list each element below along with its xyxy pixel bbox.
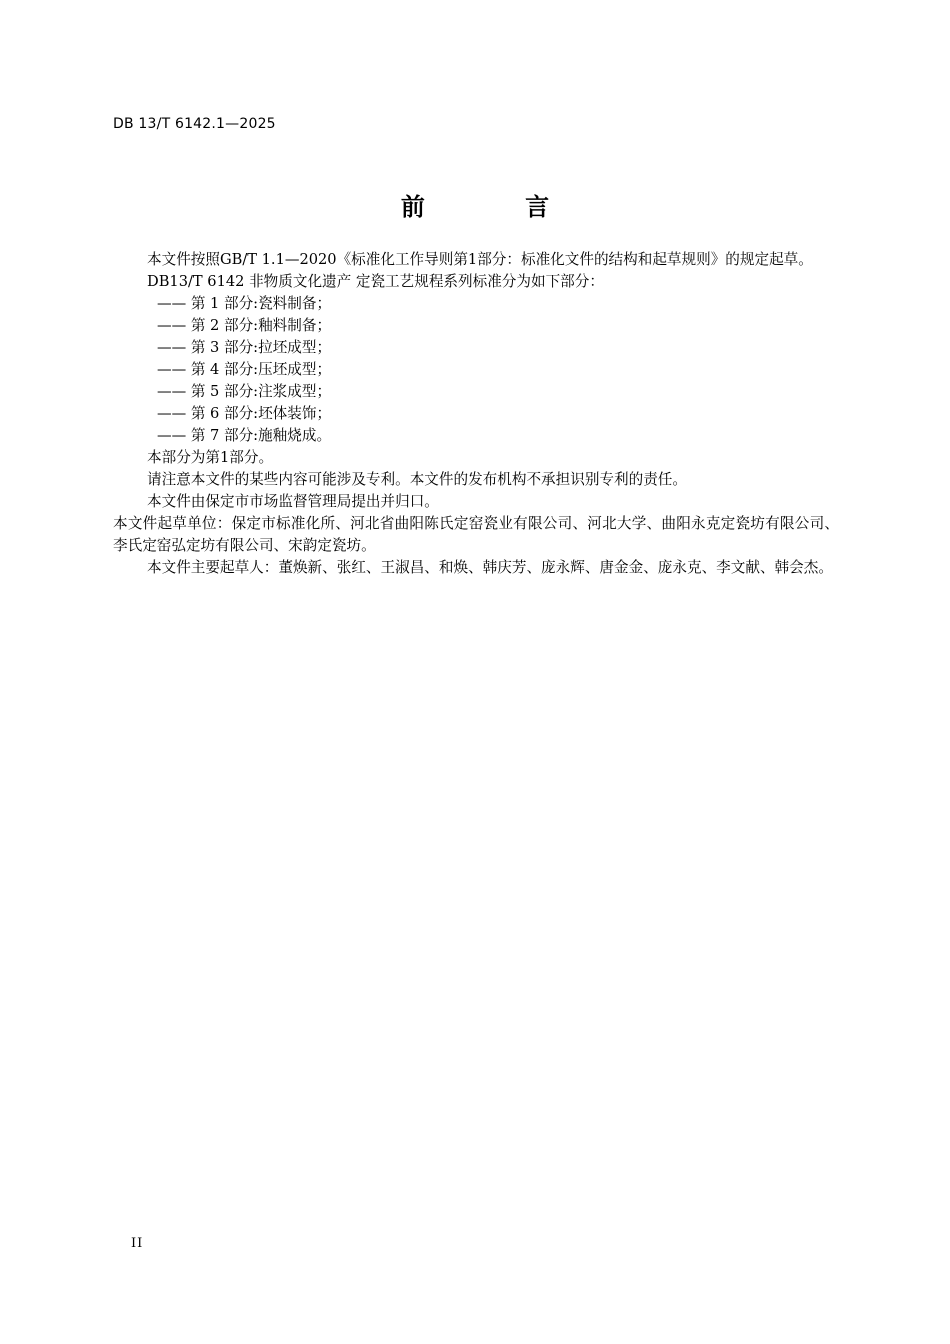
list-item: —— 第 7 部分:施釉烧成。 — [157, 427, 332, 444]
paragraph-proposer: 本文件由保定市市场监督管理局提出并归口。 — [147, 493, 439, 510]
parts-list — [113, 293, 839, 447]
paragraph-drafters: 本文件主要起草人：董焕新、张红、王淑昌、和焕、韩庆芳、庞永辉、唐金金、庞永克、李文献、韩会杰。 — [147, 559, 833, 576]
foreword-body — [113, 249, 839, 579]
paragraph-patent-notice: 请注意本文件的某些内容可能涉及专利。本文件的发布机构不承担识别专利的责任。 — [147, 471, 687, 488]
paragraph-drafting-units: 本文件起草单位：保定市标准化所、河北省曲阳陈氏定窑瓷业有限公司、河北大学、曲阳永克定瓷坊有限公司、李氏定窑弘定坊有限公司、宋韵定瓷坊。 — [113, 515, 839, 554]
paragraph-series-intro: DB13/T 6142 非物质文化遗产 定瓷工艺规程系列标准分为如下部分： — [147, 273, 604, 290]
page-number: II — [131, 1236, 144, 1251]
page-title: 前 言 — [400, 193, 596, 221]
paragraph-part-number: 本部分为第1部分。 — [147, 449, 274, 466]
list-item: —— 第 3 部分:拉坯成型； — [157, 339, 332, 356]
list-item: —— 第 6 部分:坯体装饰； — [157, 405, 332, 422]
list-item: —— 第 2 部分:釉料制备； — [157, 317, 332, 334]
paragraph-drafting-rules: 本文件按照GB/T 1.1—2020《标准化工作导则第1部分：标准化文件的结构和起草规则》的规定起草。 — [147, 251, 813, 268]
list-item: —— 第 1 部分:瓷料制备； — [157, 295, 332, 312]
list-item: —— 第 5 部分:注浆成型； — [157, 383, 332, 400]
list-item: —— 第 4 部分:压坯成型； — [157, 361, 332, 378]
document-code: DB 13/T 6142.1—2025 — [113, 116, 276, 132]
